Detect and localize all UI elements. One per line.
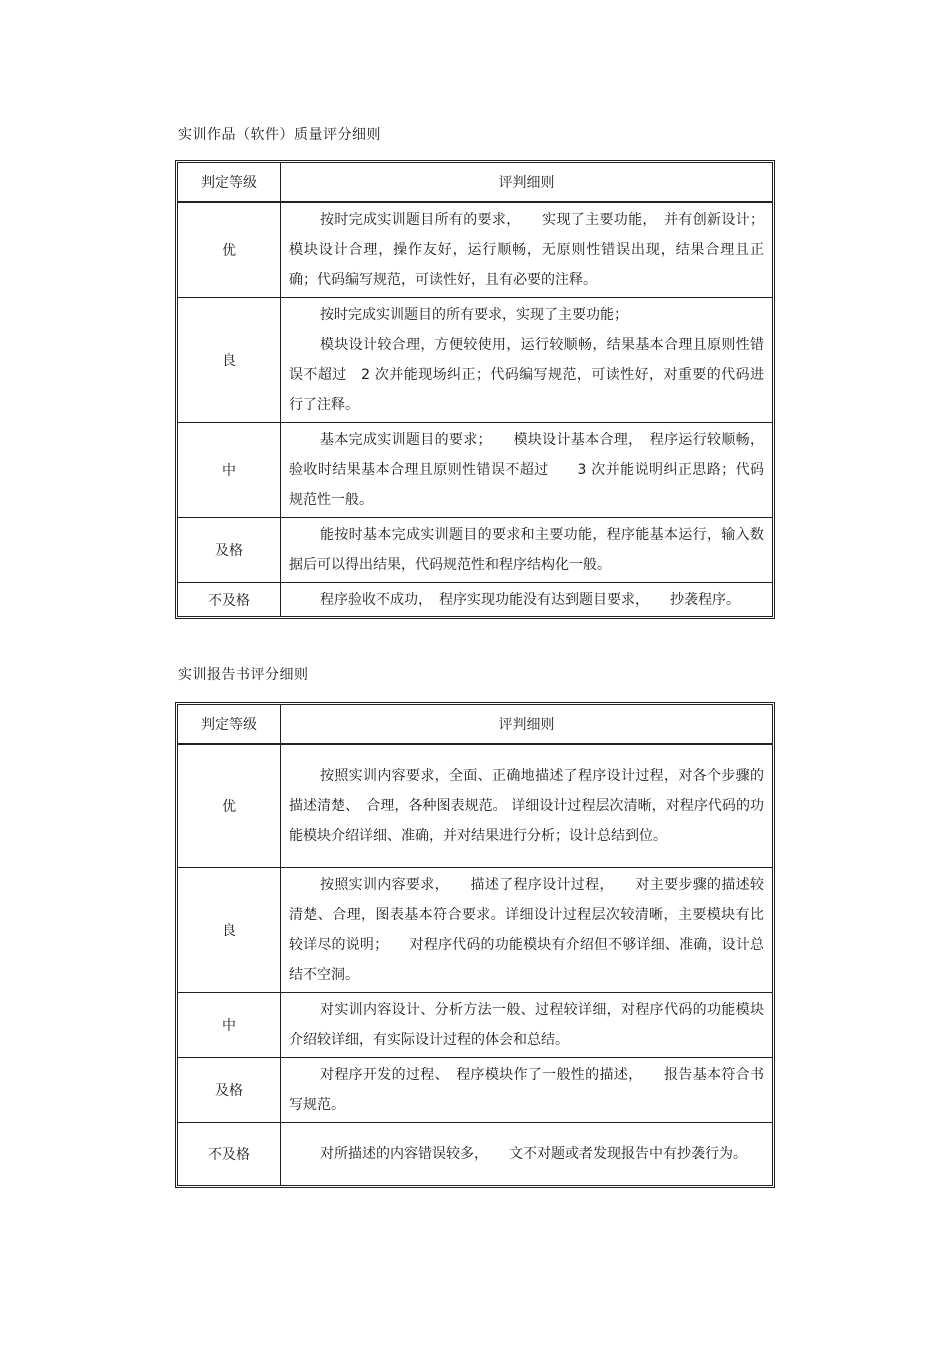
row-criteria: 基本完成实训题目的要求； 模块设计基本合理， 程序运行较顺畅，验收时结果基本合理且原则性错误不超过 3 次并能说明纠正思路；代码规范性一般。 <box>289 432 764 508</box>
header-level: 判定等级 <box>178 705 281 744</box>
row-criteria: 能按时基本完成实训题目的要求和主要功能，程序能基本运行，输入数据后可以得出结果，代码规范性和程序结构化一般。 <box>289 527 764 573</box>
table-row <box>178 993 772 1058</box>
row-level: 及格 <box>178 1058 281 1123</box>
section1-title: 实训作品（软件）质量评分细则 <box>178 127 381 143</box>
table-header-row <box>178 705 772 744</box>
row-level: 中 <box>178 993 281 1058</box>
table-header-row <box>178 163 772 202</box>
row-criteria: 按时完成实训题目所有的要求， 实现了主要功能， 并有创新设计；模块设计合理，操作友好，运行顺畅，无原则性错误出现，结果合理且正确；代码编写规范，可读性好，且有必要的注释。 <box>289 212 764 288</box>
software-quality-table <box>175 160 775 619</box>
table-row <box>178 423 772 518</box>
header-criteria: 评判细则 <box>281 163 773 202</box>
report-quality-table <box>175 702 775 1188</box>
row-criteria: 按时完成实训题目的所有要求，实现了主要功能； <box>320 307 628 323</box>
table-row <box>178 202 772 298</box>
table-row <box>178 298 772 423</box>
table-row <box>178 583 772 617</box>
table-row <box>178 1123 772 1186</box>
header-level: 判定等级 <box>178 163 281 202</box>
table-row <box>178 1058 772 1123</box>
row-level: 不及格 <box>178 1123 281 1186</box>
section2-title: 实训报告书评分细则 <box>178 667 309 683</box>
row-level: 不及格 <box>178 583 281 617</box>
row-level: 中 <box>178 423 281 518</box>
row-criteria: 按照实训内容要求， 描述了程序设计过程， 对主要步骤的描述较清楚、合理，图表基本符合要求。详细设计过程层次较清晰，主要模块有比较详尽的说明； 对程序代码的功能模块有介绍但不够详细、准确，设计总结不空洞。 <box>289 877 764 983</box>
row-criteria: 对程序开发的过程、 程序模块作了一般性的描述， 报告基本符合书写规范。 <box>289 1067 764 1113</box>
row-criteria: 按照实训内容要求，全面、正确地描述了程序设计过程，对各个步骤的描述清楚、 合理，各种图表规范。 详细设计过程层次清晰，对程序代码的功能模块介绍详细、准确，并对结果进行分析；设计总结到位。 <box>289 768 764 844</box>
row-level: 良 <box>178 298 281 423</box>
row-criteria: 对实训内容设计、分析方法一般、过程较详细，对程序代码的功能模块介绍较详细，有实际设计过程的体会和总结。 <box>289 1002 764 1048</box>
row-criteria-cont: 模块设计较合理，方便较使用，运行较顺畅，结果基本合理且原则性错误不超过 2 次并能现场纠正；代码编写规范，可读性好，对重要的代码进行了注释。 <box>289 337 764 413</box>
row-level: 优 <box>178 744 281 868</box>
row-level: 及格 <box>178 518 281 583</box>
row-level: 良 <box>178 868 281 993</box>
header-criteria: 评判细则 <box>281 705 773 744</box>
row-criteria: 程序验收不成功， 程序实现功能没有达到题目要求， 抄袭程序。 <box>320 591 740 608</box>
table-row <box>178 868 772 993</box>
row-level: 优 <box>178 202 281 298</box>
row-criteria: 对所描述的内容错误较多， 文不对题或者发现报告中有抄袭行为。 <box>320 1146 747 1162</box>
table-row <box>178 518 772 583</box>
table-row <box>178 744 772 868</box>
